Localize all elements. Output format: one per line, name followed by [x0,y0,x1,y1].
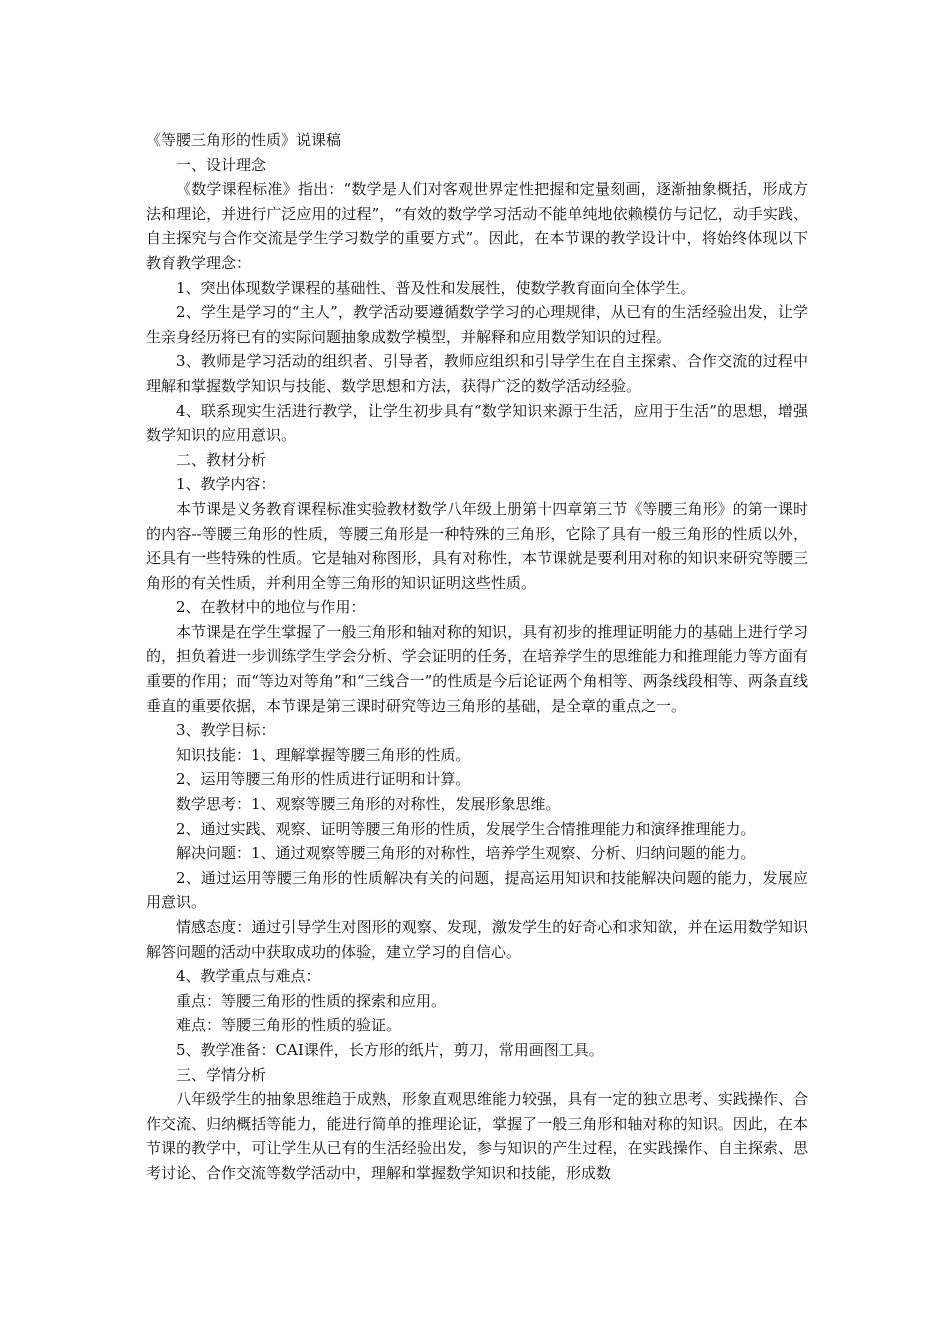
paragraph: 2、通过运用等腰三角形的性质解决有关的问题，提高运用知识和技能解决问题的能力，发展应用意识。 [146,868,808,912]
paragraph: 本节课是义务教育课程标准实验教材数学八年级上册第十四章第三节《等腰三角形》的第一课时的内容--等腰三角形的性质，等腰三角形是一种特殊的三角形，它除了具有一般三角形的性质以外，还具有一些特殊的性质。它是轴对称图形，具有对称性，本节课就是要利用对称的知识来研究等腰三角形的有关性质，并利用全等三角形的知识证明这些性质。 [146,499,808,592]
paragraph: 难点：等腰三角形的性质的验证。 [176,1016,402,1035]
list-item: 2、学生是学习的“主人”，教学活动要遵循数学学习的心理规律，从已有的生活经验出发，让学生亲身经历将已有的实际问题抽象成数学模型，并解释和应用数学知识的过程。 [146,303,808,346]
subheading: 2、在教材中的地位与作用： [176,598,366,617]
paragraph: 情感态度：通过引导学生对图形的观察、发现，激发学生的好奇心和求知欲，并在运用数学知识解答问题的活动中获取成功的体验，建立学习的自信心。 [146,918,808,961]
subheading: 3、教学目标： [176,721,276,740]
document-page [146,128,808,1186]
heading-learner-analysis: 三、学情分析 [176,1065,267,1084]
paragraph: 知识技能：1、理解掌握等腰三角形的性质。 [176,745,471,764]
heading-textbook-analysis: 二、教材分析 [176,450,267,469]
paragraph: 2、运用等腰三角形的性质进行证明和计算。 [176,770,471,789]
paragraph: 解决问题：1、通过观察等腰三角形的对称性，培养学生观察、分析、归纳问题的能力。 [176,844,756,863]
paragraph: 5、教学准备：CAI课件，长方形的纸片，剪刀，常用画图工具。 [176,1040,604,1059]
paragraph: 重点：等腰三角形的性质的探索和应用。 [176,991,447,1010]
list-item: 1、突出体现数学课程的基础性、普及性和发展性，使数学教育面向全体学生。 [176,278,696,297]
subheading: 1、教学内容： [176,475,276,494]
heading-design-concept: 一、设计理念 [176,155,267,174]
paragraph: 《数学课程标准》指出：“数学是人们对客观世界定性把握和定量刻画，逐渐抽象概括，形成方法和理论，并进行广泛应用的过程”，“有效的数学学习活动不能单纯地依赖模仿与记忆，动手实践、自主探究与合作交流是学生学习数学的重要方式”。因此，在本节课的教学设计中，将始终体现以下教育教学理念： [146,180,808,272]
paragraph: 数学思考：1、观察等腰三角形的对称性，发展形象思维。 [176,795,561,814]
list-item: 3、教师是学习活动的组织者、引导者，教师应组织和引导学生在自主探索、合作交流的过程中理解和掌握数学知识与技能、数学思想和方法，获得广泛的数学活动经验。 [146,352,808,395]
subheading: 4、教学重点与难点： [176,967,321,986]
paragraph: 2、通过实践、观察、证明等腰三角形的性质，发展学生合情推理能力和演绎推理能力。 [176,819,756,838]
document-title: 《等腰三角形的性质》说课稿 [146,131,342,149]
paragraph: 八年级学生的抽象思维趋于成熟，形象直观思维能力较强，具有一定的独立思考、实践操作、合作交流、归纳概括等能力，能进行简单的推理论证，掌握了一般三角形和轴对称的知识。因此，在本节课的教学中，可让学生从已有的生活经验出发，参与知识的产生过程，在实践操作、自主探索、思考讨论、合作交流等数学活动中，理解和掌握数学知识和技能，形成数 [146,1090,808,1182]
paragraph: 本节课是在学生掌握了一般三角形和轴对称的知识，具有初步的推理证明能力的基础上进行学习的，担负着进一步训练学生学会分析、学会证明的任务，在培养学生的思维能力和推理能力等方面有重要的作用；而“等边对等角”和“三线合一”的性质是今后论证两个角相等、两条线段相等、两条直线垂直的重要依据，本节课是第三课时研究等边三角形的基础，是全章的重点之一。 [146,622,808,715]
list-item: 4、联系现实生活进行教学，让学生初步具有“数学知识来源于生活，应用于生活”的思想，增强数学知识的应用意识。 [146,401,808,445]
